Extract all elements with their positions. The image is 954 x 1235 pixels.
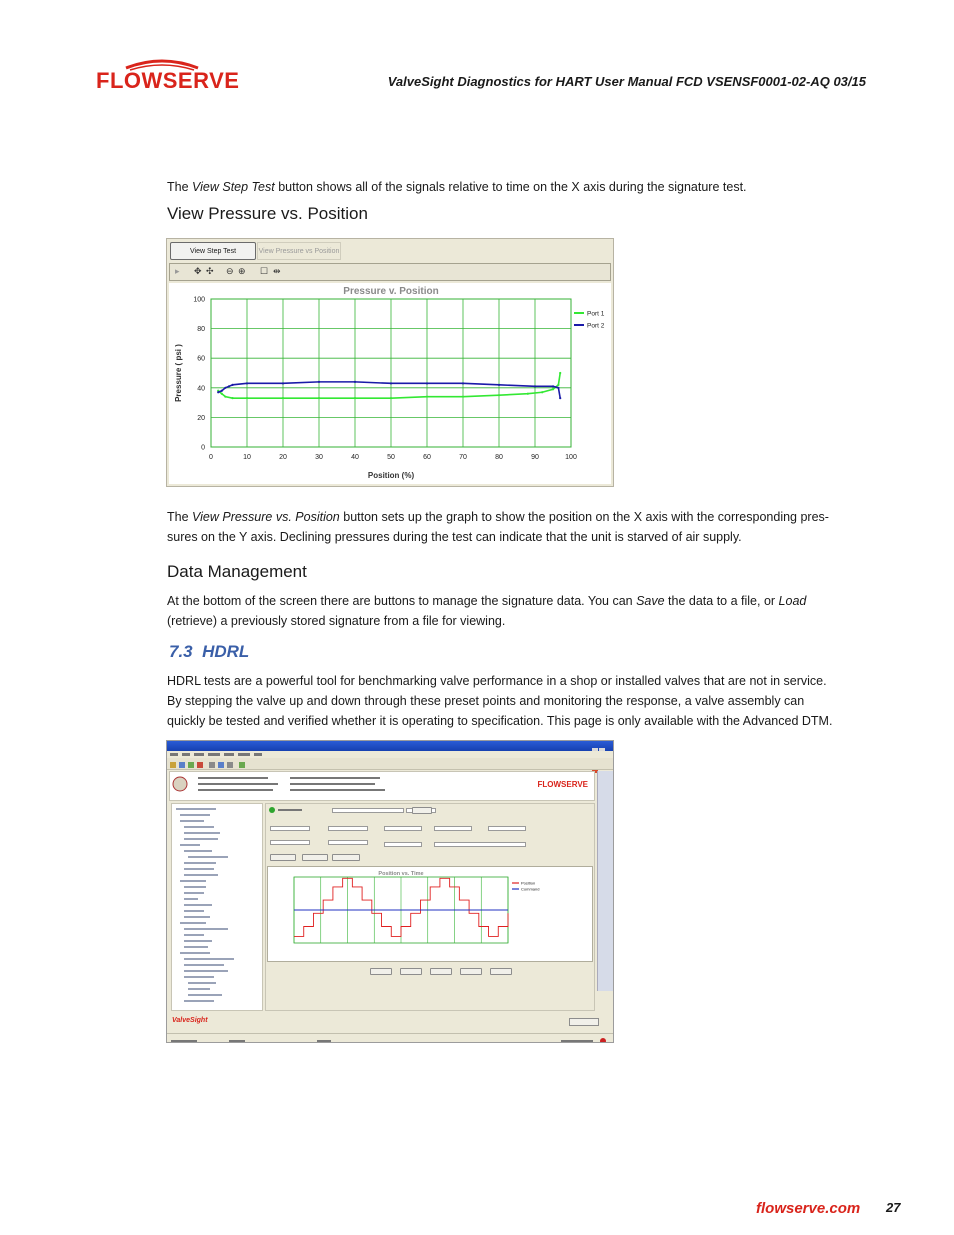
minimum-field[interactable] bbox=[270, 840, 310, 845]
device-info-lines bbox=[170, 772, 470, 800]
panel-button-2[interactable] bbox=[302, 854, 328, 861]
data-point bbox=[559, 372, 561, 374]
y-tick-label: 80 bbox=[197, 326, 205, 334]
section-heading-hdrl: 7.3 HDRL bbox=[169, 642, 250, 661]
data-point bbox=[232, 397, 234, 399]
pressure-position-chart bbox=[169, 283, 611, 484]
tree-item[interactable] bbox=[184, 850, 212, 852]
emphasis: Save bbox=[636, 594, 665, 608]
emphasis: View Step Test bbox=[192, 180, 275, 194]
chart-title: Pressure v. Position bbox=[343, 286, 439, 297]
data-point bbox=[246, 397, 248, 399]
paragraph-data-management bbox=[167, 591, 847, 631]
logo-text: FLOWSERVE bbox=[96, 68, 240, 93]
x-tick-label: 80 bbox=[495, 454, 503, 461]
tree-item[interactable] bbox=[184, 868, 214, 870]
x-tick-label: 50 bbox=[387, 454, 395, 461]
tab-view-step-test[interactable]: View Step Test bbox=[170, 242, 256, 260]
repeat-time-field[interactable] bbox=[488, 826, 526, 831]
tree-item[interactable] bbox=[184, 832, 220, 834]
emphasis: View Pressure vs. Position bbox=[192, 510, 340, 524]
chart-button-1[interactable] bbox=[370, 968, 392, 975]
tree-item[interactable] bbox=[180, 814, 210, 816]
section-heading-pressure-position: View Pressure vs. Position bbox=[167, 204, 368, 223]
tree-item[interactable] bbox=[184, 874, 218, 876]
footer-website[interactable]: flowserve.com bbox=[756, 1200, 861, 1217]
tree-item[interactable] bbox=[188, 994, 222, 996]
x-tick-label: 10 bbox=[243, 454, 251, 461]
panel-button-1[interactable] bbox=[270, 854, 296, 861]
data-point bbox=[224, 387, 226, 389]
status-bar bbox=[167, 1033, 613, 1043]
tree-item[interactable] bbox=[180, 820, 204, 822]
data-point bbox=[232, 384, 234, 386]
line: sures on the Y axis. Declining pressures during the test can indicate that the unit is starved of air supply. bbox=[167, 530, 742, 544]
data-point bbox=[282, 397, 284, 399]
chart-button-2[interactable] bbox=[400, 968, 422, 975]
toolbar-icons bbox=[167, 760, 297, 771]
data-point bbox=[552, 385, 554, 387]
tree-item[interactable] bbox=[184, 910, 204, 912]
x-tick-label: 60 bbox=[423, 454, 431, 461]
x-tick-label: 20 bbox=[279, 454, 287, 461]
chart-button-5[interactable] bbox=[490, 968, 512, 975]
pressure-position-screenshot bbox=[166, 238, 614, 487]
data-point bbox=[246, 382, 248, 384]
valvesight-logo: ValveSight bbox=[172, 1017, 208, 1024]
data-point bbox=[390, 382, 392, 384]
threshold-field[interactable] bbox=[384, 826, 422, 831]
tree-item[interactable] bbox=[184, 862, 216, 864]
hdrl-panel bbox=[265, 803, 595, 1011]
x-tick-label: 90 bbox=[531, 454, 539, 461]
tree-item[interactable] bbox=[184, 916, 210, 918]
start-time-field[interactable] bbox=[434, 826, 472, 831]
x-tick-label: 70 bbox=[459, 454, 467, 461]
data-point bbox=[541, 391, 543, 393]
data-point bbox=[498, 394, 500, 396]
data-point bbox=[498, 384, 500, 386]
data-point bbox=[318, 397, 320, 399]
paragraph-hdrl bbox=[167, 671, 857, 731]
paragraph-pressure-position bbox=[167, 507, 847, 547]
average-field-2[interactable] bbox=[328, 826, 368, 831]
text: button sets up the graph to show the position on the X axis with the corresponding pres- bbox=[339, 510, 829, 524]
data-point bbox=[224, 396, 226, 398]
page-number: 27 bbox=[886, 1200, 901, 1215]
text: button shows all of the signals relative to time on the X axis during the signature test. bbox=[274, 180, 747, 194]
data-point bbox=[426, 396, 428, 398]
emphasis: Load bbox=[778, 594, 807, 608]
y-tick-label: 40 bbox=[197, 385, 205, 393]
data-point bbox=[557, 384, 559, 386]
tree-item[interactable] bbox=[184, 892, 204, 894]
window-titlebar bbox=[167, 741, 613, 751]
data-point bbox=[527, 393, 529, 395]
y-tick-label: 100 bbox=[193, 296, 205, 304]
pan-icon[interactable]: ✥ bbox=[194, 266, 202, 276]
tree-item[interactable] bbox=[180, 880, 206, 882]
data-point bbox=[557, 387, 559, 389]
data-point bbox=[426, 382, 428, 384]
line bbox=[167, 507, 847, 527]
data-point bbox=[221, 393, 223, 395]
data-point bbox=[354, 381, 356, 383]
paragraph-step-test bbox=[167, 177, 747, 197]
document-title: ValveSight Diagnostics for HART User Manual FCD VSENSF0001-02-AQ 03/15 bbox=[387, 74, 866, 89]
tree-item[interactable] bbox=[184, 826, 214, 828]
data-point bbox=[318, 381, 320, 383]
flowserve-logo-small: FLOWSERVE bbox=[537, 780, 588, 789]
x-tick-label: 40 bbox=[351, 454, 359, 461]
menu-items-icon bbox=[167, 751, 287, 758]
line: By stepping the valve up and down through these preset points and monitoring the response, a valve assembly can bbox=[167, 694, 805, 708]
tree-item[interactable] bbox=[184, 958, 234, 960]
app-toolbar bbox=[167, 758, 613, 770]
zoom-out-icon[interactable]: ⊖ bbox=[226, 266, 234, 276]
x-tick-label: 30 bbox=[315, 454, 323, 461]
x-tick-label: 0 bbox=[209, 454, 213, 461]
y-tick-label: 20 bbox=[197, 414, 205, 422]
text: the data to a file, or bbox=[664, 594, 779, 608]
data-point bbox=[282, 382, 284, 384]
chart-button-3[interactable] bbox=[430, 968, 452, 975]
navigation-tree bbox=[171, 803, 263, 1011]
chart-button-4[interactable] bbox=[460, 968, 482, 975]
mode-field[interactable] bbox=[332, 808, 404, 813]
data-point bbox=[390, 397, 392, 399]
apply-mode-button[interactable] bbox=[412, 807, 432, 814]
position-time-chart bbox=[268, 867, 592, 961]
tab-view-pressure-position[interactable]: View Pressure vs Position bbox=[257, 242, 341, 260]
select-box-icon[interactable]: ☐ bbox=[260, 266, 269, 276]
window-close-button[interactable] bbox=[569, 1018, 599, 1026]
data-point bbox=[534, 385, 536, 387]
text: The bbox=[167, 510, 193, 524]
tree-item[interactable] bbox=[188, 982, 216, 984]
panel-button-3[interactable] bbox=[332, 854, 360, 861]
line: HDRL tests are a powerful tool for benchmarking valve performance in a shop or installed valves that are not in service. bbox=[167, 674, 827, 688]
tree-item[interactable] bbox=[184, 1000, 214, 1002]
tree-item[interactable] bbox=[184, 970, 228, 972]
tree-item[interactable] bbox=[184, 928, 228, 930]
data-point bbox=[217, 391, 219, 393]
tree-item[interactable] bbox=[176, 808, 216, 810]
data-point bbox=[228, 385, 230, 387]
hdrl-screenshot bbox=[166, 740, 614, 1043]
average-field[interactable] bbox=[270, 826, 310, 831]
x-tick-label: 100 bbox=[565, 454, 577, 461]
device-info-bar bbox=[169, 771, 595, 801]
zoom-in-icon[interactable]: ⊕ bbox=[238, 266, 246, 276]
data-point bbox=[462, 396, 464, 398]
line bbox=[167, 591, 847, 611]
chart-toolbar bbox=[169, 263, 611, 281]
x-axis-label: Position (%) bbox=[367, 471, 415, 480]
y-axis-label: Pressure ( psi ) bbox=[174, 344, 183, 402]
data-point bbox=[221, 390, 223, 392]
legend-label: Command bbox=[521, 886, 540, 892]
move-icon[interactable]: ✣ bbox=[206, 266, 214, 276]
chart-title: Position vs. Time bbox=[378, 871, 424, 877]
status-bar-items bbox=[167, 1037, 613, 1043]
data-point bbox=[354, 397, 356, 399]
window-buttons bbox=[591, 742, 611, 749]
tree-item[interactable] bbox=[184, 886, 206, 888]
tree-item[interactable] bbox=[188, 856, 228, 858]
tree-item[interactable] bbox=[184, 838, 218, 840]
program-field[interactable] bbox=[434, 842, 526, 847]
menu-bar bbox=[167, 751, 613, 758]
text: The bbox=[167, 180, 193, 194]
hdrl-chart-area bbox=[267, 866, 593, 962]
legend-label: Position bbox=[521, 880, 536, 886]
legend-label: Port 1 bbox=[587, 310, 605, 318]
flowserve-logo bbox=[96, 56, 240, 96]
line: quickly be tested and verified whether it is operating to specification. This page is only available with the Advanced DTM. bbox=[167, 714, 833, 728]
minimum-field-2[interactable] bbox=[328, 840, 368, 845]
chart-area bbox=[169, 283, 611, 484]
y-tick-label: 60 bbox=[197, 355, 205, 363]
line: (retrieve) a previously stored signature from a file for viewing. bbox=[167, 614, 506, 628]
tree-item[interactable] bbox=[184, 976, 214, 978]
data-point bbox=[462, 382, 464, 384]
cursor-icon[interactable]: ⇹ bbox=[273, 266, 281, 276]
tree-item[interactable] bbox=[184, 940, 212, 942]
text: At the bottom of the screen there are buttons to manage the signature data. You can bbox=[167, 594, 637, 608]
tree-item[interactable] bbox=[184, 964, 224, 966]
y-tick-label: 0 bbox=[201, 444, 205, 452]
tree-item[interactable] bbox=[184, 898, 198, 900]
tree-item[interactable] bbox=[180, 922, 206, 924]
settling-time-field[interactable] bbox=[384, 842, 422, 847]
tree-item[interactable] bbox=[184, 934, 204, 936]
data-point bbox=[559, 397, 561, 399]
tree-item[interactable] bbox=[180, 844, 200, 846]
legend-label: Port 2 bbox=[587, 322, 605, 330]
side-panel bbox=[597, 771, 614, 991]
data-point bbox=[552, 388, 554, 390]
tree-item[interactable] bbox=[184, 946, 208, 948]
tree-item[interactable] bbox=[188, 988, 210, 990]
tree-item[interactable] bbox=[180, 952, 210, 954]
expand-arrow-icon[interactable]: ▸ bbox=[175, 266, 180, 276]
section-heading-data-management: Data Management bbox=[167, 562, 307, 581]
tree-item[interactable] bbox=[184, 904, 212, 906]
